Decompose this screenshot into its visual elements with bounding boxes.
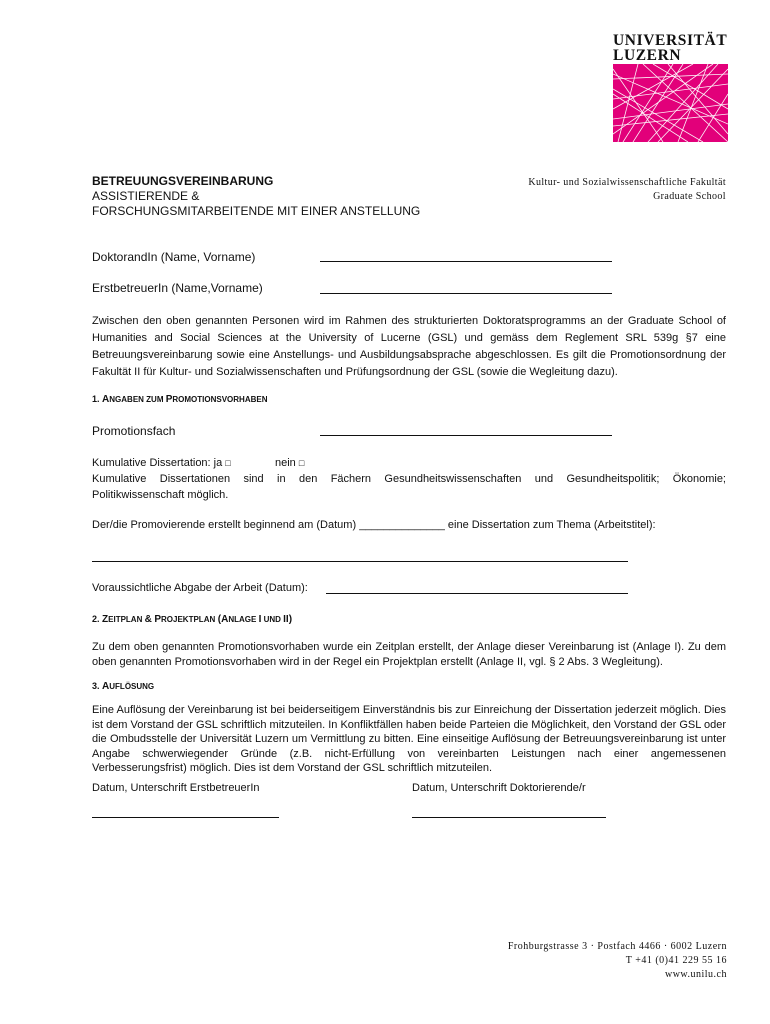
submission-date-label: Voraussichtliche Abgabe der Arbeit (Datum):	[92, 582, 308, 594]
doctoral-signature-label: Datum, Unterschrift Doktorierende/r	[412, 782, 586, 794]
section-1-heading-a: A	[102, 394, 110, 405]
title-line-2: ASSISTIERENDE &	[92, 189, 200, 203]
section-1-heading	[92, 394, 268, 405]
section-3-heading-a: A	[102, 681, 110, 692]
section-2-heading-r1: EITPLAN	[108, 615, 145, 624]
section-3-heading	[92, 681, 154, 692]
cumulative-note: Kumulative Dissertationen sind in den Fächern Gesundheitswissenschaften und Gesundheitspolitik; Ökonomie; Politikwissenschaft möglich.	[92, 473, 726, 501]
supervisor-signature-label: Datum, Unterschrift ErstbetreuerIn	[92, 782, 260, 794]
faculty-name: Kultur- und Sozialwissenschaftliche Fakultät	[528, 177, 726, 188]
cumulative-row	[92, 456, 231, 471]
doctoral-signature-line[interactable]	[412, 817, 606, 818]
thesis-title-line[interactable]	[92, 561, 628, 562]
section-3-heading-rest: UFLÖSUNG	[109, 682, 155, 691]
subject-label: Promotionsfach	[92, 424, 176, 438]
section-1-heading-rest2: ROMOTIONSVORHABEN	[172, 395, 268, 404]
start-date-blank[interactable]: ______________	[359, 519, 445, 531]
section-2-heading-r3: NLAGE	[228, 615, 259, 624]
section-1-heading-p: P	[165, 394, 173, 405]
graduate-school: Graduate School	[653, 191, 726, 202]
supervisor-name-line[interactable]	[320, 293, 612, 294]
title-line-3: FORSCHUNGSMITARBEITENDE MIT EINER ANSTELLUNG	[92, 204, 421, 218]
cumulative-label: Kumulative Dissertation: ja	[92, 457, 223, 469]
start-date-row	[92, 518, 732, 533]
start-date-suffix: eine Dissertation zum Thema (Arbeitstitel):	[447, 519, 656, 531]
section-2-heading-r2: ROJEKTPLAN	[161, 615, 216, 624]
document-title	[92, 174, 420, 219]
submission-date-line[interactable]	[326, 593, 628, 594]
faculty-block	[470, 176, 726, 204]
footer-contact	[440, 940, 727, 982]
section-3-text: Eine Auflösung der Vereinbarung ist bei beiderseitigem Einverständnis bis zur Einreichung der Dissertation jederzeit möglich. Dies ist dem Vorstand der GSL schriftlich mitzuteilen. In Konfliktfällen haben beide Parteien die Möglichkeit, den Vorstand der GSL oder die Ombudsstelle der Universität Luzern um Vermittlung zu bitten. Eine einseitige Auflösung der Betreuungsvereinbarung ist unter Angabe schwerwiegender Gründe (z.B. nicht-Erfüllung von vereinbarten Leistungen nach einer angemessenen Verbesserungsfrist) möglich. Dies ist dem Vorstand der GSL schriftlich mitzuteilen.	[92, 704, 726, 774]
university-logo-text	[613, 33, 728, 63]
cumulative-no-label: nein	[275, 457, 296, 469]
subject-line[interactable]	[320, 435, 612, 436]
title-line-1: BETREUUNGSVEREINBARUNG	[92, 174, 274, 188]
section-2-heading-ii: II)	[283, 614, 293, 625]
doctoral-name-label: DoktorandIn (Name, Vorname)	[92, 250, 256, 264]
cumulative-no-row	[275, 456, 304, 471]
logo-line-pattern	[613, 64, 728, 142]
section-2-heading-a: A	[221, 614, 229, 625]
checkbox-no[interactable]: □	[298, 458, 305, 468]
footer-address: Frohburgstrasse 3 · Postfach 4466 · 6002 Luzern	[507, 941, 727, 952]
section-2-heading-i: I	[258, 614, 262, 625]
section-2-heading-z: Z	[102, 614, 109, 625]
section-3-number: 3.	[92, 681, 100, 691]
section-2-heading-und: UND	[261, 615, 284, 624]
university-logo-graphic	[613, 64, 728, 142]
supervisor-name-label: ErstbetreuerIn (Name,Vorname)	[92, 281, 263, 295]
section-2-heading-paren: (	[217, 614, 222, 625]
logo-line-2: LUZERN	[613, 47, 682, 64]
section-2-number: 2.	[92, 614, 100, 624]
supervisor-signature-line[interactable]	[92, 817, 279, 818]
doctoral-name-line[interactable]	[320, 261, 612, 262]
start-date-prefix: Der/die Promovierende erstellt beginnend am (Datum)	[92, 519, 357, 531]
checkbox-yes[interactable]: □	[225, 458, 231, 468]
section-1-number: 1.	[92, 394, 100, 404]
section-1-heading-rest1: NGABEN ZUM	[109, 395, 166, 404]
section-2-heading	[92, 614, 292, 625]
section-2-heading-amp: &	[144, 614, 152, 625]
section-2-heading-p: P	[154, 614, 162, 625]
section-2-text: Zu dem oben genannten Promotionsvorhaben wurde ein Zeitplan erstellt, der Anlage dieser Vereinbarung ist (Anlage I). Zu dem oben genannten Promotionsvorhaben wird in der Regel ein Projektplan erstellt (Anlage II, vgl. § 2 Abs. 3 Wegleitung).	[92, 641, 726, 668]
footer-phone: T +41 (0)41 229 55 16	[625, 955, 727, 966]
logo-line-1: UNIVERSITÄT	[613, 32, 728, 49]
intro-paragraph: Zwischen den oben genannten Personen wird im Rahmen des strukturierten Doktoratsprogramms an der Graduate School of Humanities and Social Sciences at the University of Lucerne (GSL) und gemäss dem Reglement SRL 539g §7 eine Betreuungsvereinbarung sowie eine Anstellungs- und Ausbildungsabsprache abgeschlossen. Es gilt die Promotionsordnung der Fakultät II für Kultur- und Sozialwissenschaften und Prüfungsordnung der GSL (sowie die Wegleitung dazu).	[92, 315, 726, 378]
footer-website: www.unilu.ch	[664, 969, 727, 980]
